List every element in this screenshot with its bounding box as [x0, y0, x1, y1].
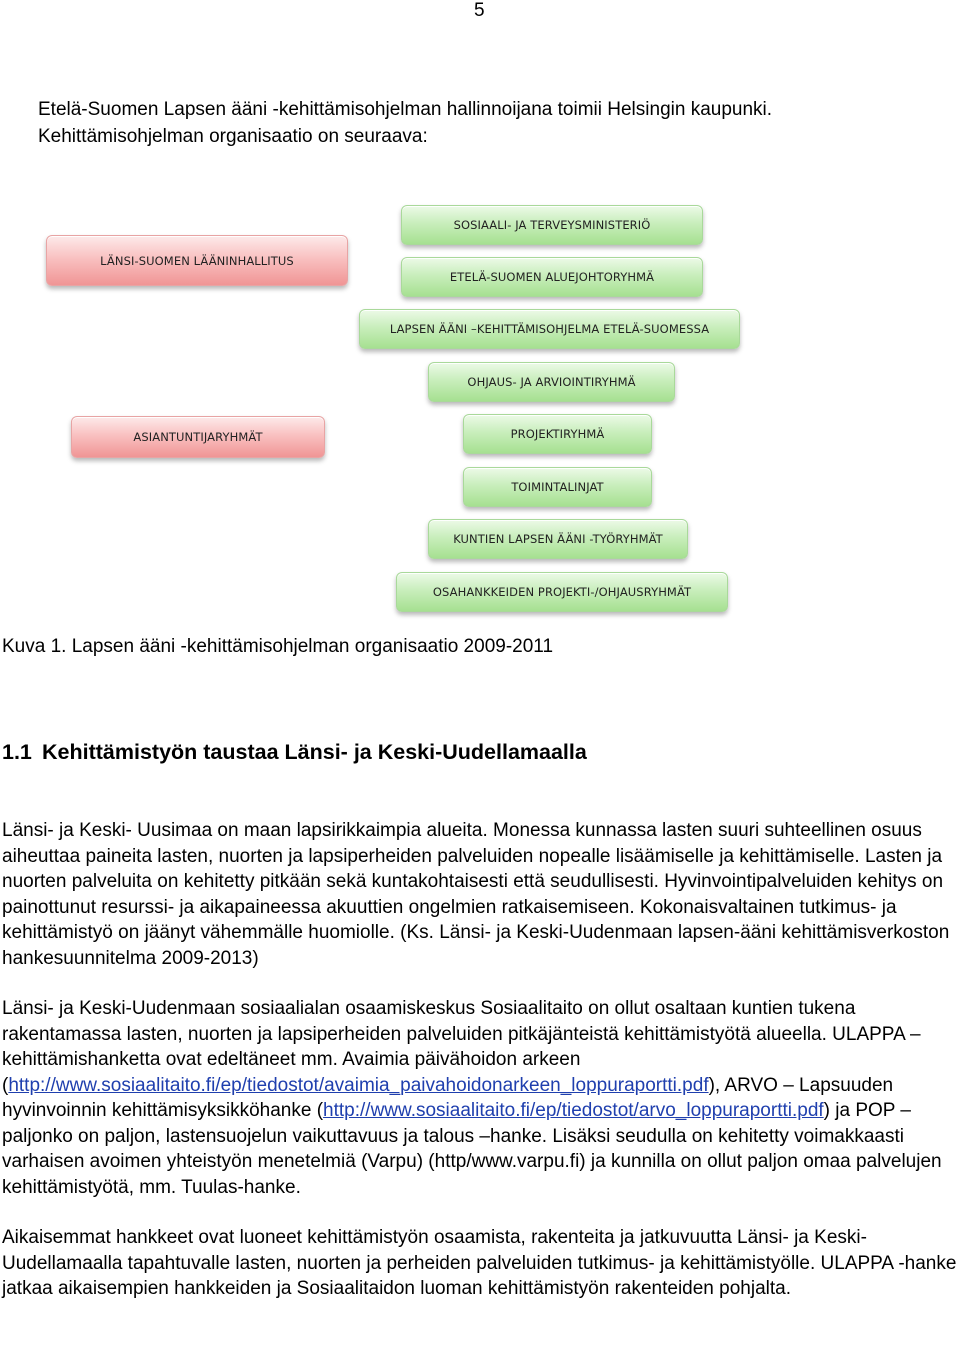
- section-title: Kehittämistyön taustaa Länsi- ja Keski-Uudellamaalla: [42, 740, 587, 764]
- paragraph-2: [2, 996, 960, 1200]
- intro-line-2: Kehittämisohjelman organisaatio on seuraava:: [38, 126, 428, 147]
- org-box-asiantuntijaryhmat: ASIANTUNTIJARYHMÄT: [71, 416, 325, 458]
- link-avaimia-report[interactable]: http://www.sosiaalitaito.fi/ep/tiedostot/avaimia_paivahoidonarkeen_loppuraportti.pdf: [8, 1074, 709, 1096]
- link-arvo-report[interactable]: http://www.sosiaalitaito.fi/ep/tiedostot/arvo_loppuraportti.pdf: [323, 1100, 824, 1121]
- figure-caption: Kuva 1. Lapsen ääni -kehittämisohjelman organisaatio 2009-2011: [2, 636, 554, 657]
- org-box-aluejohtoryhma: ETELÄ-SUOMEN ALUEJOHTORYHMÄ: [401, 257, 703, 297]
- paragraph-2-part-a: Länsi- ja Keski-Uudenmaan sosiaalialan osaamiskeskus Sosiaalitaito on ollut osaltaan kuntien tukena rakentamassa lasten, nuorten ja lapsiperheiden palveluiden pitkäjänteistä kehittämistyötä alueella. ULAPPA –kehittämishanketta ovat edeltäneet mm. Avaimia päivähoidon arkeen (: [2, 998, 921, 1096]
- intro-text: [38, 96, 772, 150]
- org-box-kehittamisohjelma: LAPSEN ÄÄNI –KEHITTÄMISOHJELMA ETELÄ-SUOMESSA: [359, 309, 740, 349]
- section-heading: [2, 737, 587, 767]
- org-chart: [0, 195, 960, 620]
- page-number: 5: [474, 0, 485, 21]
- paragraph-1: Länsi- ja Keski- Uusimaa on maan lapsirikkaimpia alueita. Monessa kunnassa lasten suuri suhteellinen osuus aiheuttaa paineita lasten, nuorten ja lapsiperheiden palveluiden nopealle lisäämiselle ja kehittämiselle. Lasten ja nuorten palveluita on kehitetty pitkään sekä kuntakohtaisesti että seudullisesti. Hyvinvointipalveluiden kehitys on painottunut resurssi- ja aikapaineessa akuuttien ongelmien ratkaisemiseen. Kokonaisvaltainen tutkimus- ja kehittämistyö on jäänyt vähemmälle huomiolle. (Ks. Länsi- ja Keski-Uudenmaan lapsen-ääni kehittämisverkoston hankesuunnitelma 2009-2013): [2, 820, 950, 969]
- org-box-laaninhallitus: LÄNSI-SUOMEN LÄÄNINHALLITUS: [46, 235, 348, 286]
- paragraph-2-part-b: ), ARVO – Lapsuuden hyvinvoinnin kehittämisyksikköhanke (: [2, 1074, 894, 1121]
- org-box-toimintalinjat: TOIMINTALINJAT: [463, 467, 652, 507]
- org-box-projektiryhma: PROJEKTIRYHMÄ: [463, 414, 652, 454]
- paragraph-2-part-c: ) ja POP –paljonko on paljon, lastensuojelun vaikuttavuus ja talous –hanke. Lisäksi seudulla on kehitetty voimakkaasti varhaisen avoimen yhteistyön menetelmiä (Varpu) (http/www.varpu.fi) ja kunnilla on ollut paljon omaa palvelujen kehittämistyötä, mm. Tuulas-hanke.: [2, 1100, 942, 1198]
- intro-line-1: Etelä-Suomen Lapsen ääni -kehittämisohjelman hallinnoijana toimii Helsingin kaupunki.: [38, 99, 773, 120]
- section-number: 1.1: [2, 740, 32, 764]
- org-box-ministerio: SOSIAALI- JA TERVEYSMINISTERIÖ: [401, 205, 703, 245]
- org-box-kuntien-tyoryhmat: KUNTIEN LAPSEN ÄÄNI -TYÖRYHMÄT: [428, 519, 688, 559]
- org-box-ohjausryhma: OHJAUS- JA ARVIOINTIRYHMÄ: [428, 362, 675, 402]
- org-box-osahankkeet: OSAHANKKEIDEN PROJEKTI-/OHJAUSRYHMÄT: [396, 572, 728, 612]
- paragraph-3: Aikaisemmat hankkeet ovat luoneet kehittämistyön osaamista, rakenteita ja jatkuvuutta Länsi- ja Keski-Uudellamaalla tapahtuvalle lasten, nuorten ja perheiden palveluiden tutkimus- ja kehittämistyölle. ULAPPA -hanke jatkaa aikaisempien hankkeiden ja Sosiaalitaidon luoman kehittämistyön rakenteiden pohjalta.: [2, 1227, 957, 1299]
- body-text: [2, 818, 960, 1327]
